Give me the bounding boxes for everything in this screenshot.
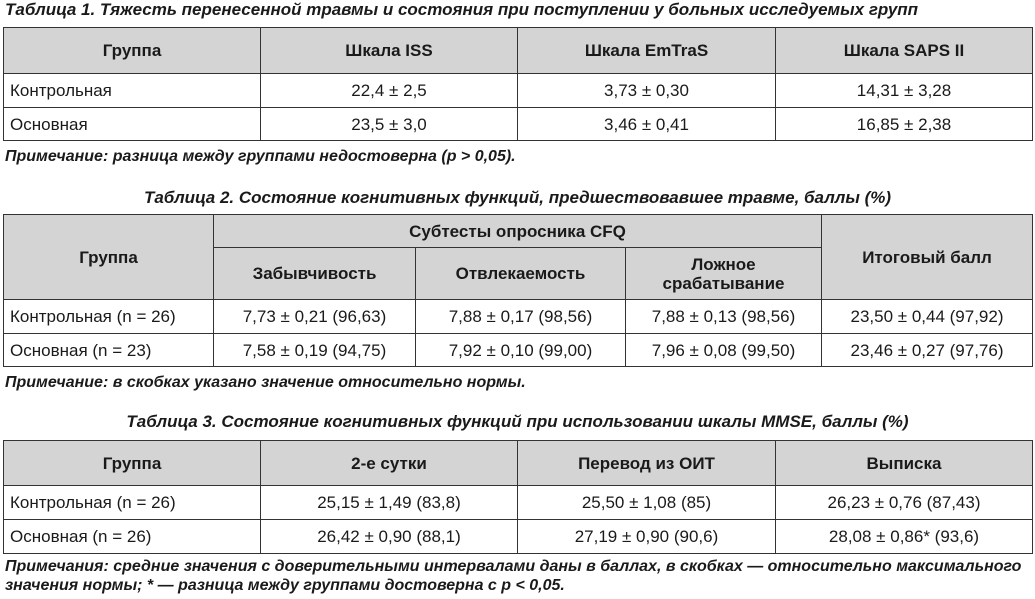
table-cell: 26,23 ± 0,76 (87,43) bbox=[776, 486, 1033, 520]
table2-note: Примечание: в скобках указано значение относительно нормы. bbox=[5, 374, 526, 391]
table-cell: 7,92 ± 0,10 (99,00) bbox=[416, 334, 626, 367]
table3-header-icu-transfer: Перевод из ОИТ bbox=[518, 441, 776, 486]
table-cell: Контрольная bbox=[4, 74, 261, 108]
table1-header-saps: Шкала SAPS II bbox=[776, 28, 1033, 74]
table-cell: 7,88 ± 0,17 (98,56) bbox=[416, 300, 626, 334]
table-cell: 28,08 ± 0,86* (93,6) bbox=[776, 520, 1033, 554]
table-cell: Основная bbox=[4, 108, 261, 141]
table-cell: 25,50 ± 1,08 (85) bbox=[518, 486, 776, 520]
table3 bbox=[3, 440, 1033, 554]
table-cell: 7,58 ± 0,19 (94,75) bbox=[214, 334, 416, 367]
table-cell: 3,46 ± 0,41 bbox=[518, 108, 776, 141]
table-row bbox=[4, 108, 1033, 141]
table3-note: Примечания: средние значения с доверительными интервалами даны в баллах, в скобках — относительно максимального значения нормы; * — разница между группами достоверна с р < 0,05. bbox=[5, 558, 1022, 594]
table1-header-row bbox=[4, 28, 1033, 74]
table-cell: 22,4 ± 2,5 bbox=[261, 74, 518, 108]
table1-caption: Таблица 1. Тяжесть перенесенной травмы и состояния при поступлении у больных исследуемых групп bbox=[5, 0, 919, 19]
table-row bbox=[4, 74, 1033, 108]
table2-caption: Таблица 2. Состояние когнитивных функций, предшествовавшее травме, баллы (%) bbox=[143, 188, 892, 207]
table2-subheader-forgetfulness: Забывчивость bbox=[214, 248, 416, 300]
table-cell: 23,46 ± 0,27 (97,76) bbox=[822, 334, 1033, 367]
table3-header-discharge: Выписка bbox=[776, 441, 1033, 486]
table-cell: 7,73 ± 0,21 (96,63) bbox=[214, 300, 416, 334]
table-cell: 16,85 ± 2,38 bbox=[776, 108, 1033, 141]
table-row bbox=[4, 334, 1033, 367]
table1 bbox=[3, 27, 1033, 141]
table-cell: 3,73 ± 0,30 bbox=[518, 74, 776, 108]
table2-subheader-false-triggering: Ложное срабатывание bbox=[626, 248, 822, 300]
table-row bbox=[4, 486, 1033, 520]
table1-note: Примечание: разница между группами недостоверна (р > 0,05). bbox=[5, 148, 516, 165]
table3-header-day2: 2-е сутки bbox=[261, 441, 518, 486]
table-cell: 27,19 ± 0,90 (90,6) bbox=[518, 520, 776, 554]
table-cell: 23,5 ± 3,0 bbox=[261, 108, 518, 141]
table-cell: 23,50 ± 0,44 (97,92) bbox=[822, 300, 1033, 334]
table2-subheader-distractibility: Отвлекаемость bbox=[416, 248, 626, 300]
table-cell: 26,42 ± 0,90 (88,1) bbox=[261, 520, 518, 554]
table-cell: 7,96 ± 0,08 (99,50) bbox=[626, 334, 822, 367]
table-cell: Контрольная (n = 26) bbox=[4, 486, 261, 520]
table-row bbox=[4, 520, 1033, 554]
table-cell: Основная (n = 23) bbox=[4, 334, 214, 367]
table3-caption: Таблица 3. Состояние когнитивных функций при использовании шкалы MMSE, баллы (%) bbox=[126, 412, 909, 431]
table-cell: 14,31 ± 3,28 bbox=[776, 74, 1033, 108]
table2-header-group: Группа bbox=[4, 215, 214, 300]
table-cell: Контрольная (n = 26) bbox=[4, 300, 214, 334]
table1-header-group: Группа bbox=[4, 28, 261, 74]
table1-header-emtras: Шкала EmTraS bbox=[518, 28, 776, 74]
table-cell: 7,88 ± 0,13 (98,56) bbox=[626, 300, 822, 334]
table2 bbox=[3, 214, 1033, 367]
table-cell: Основная (n = 26) bbox=[4, 520, 261, 554]
table-row bbox=[4, 300, 1033, 334]
table2-header-subtests: Субтесты опросника CFQ bbox=[214, 215, 822, 248]
table2-header-row bbox=[4, 215, 1033, 248]
table2-header-total: Итоговый балл bbox=[822, 215, 1033, 300]
table3-header-row bbox=[4, 441, 1033, 486]
table-cell: 25,15 ± 1,49 (83,8) bbox=[261, 486, 518, 520]
table3-header-group: Группа bbox=[4, 441, 261, 486]
table1-header-iss: Шкала ISS bbox=[261, 28, 518, 74]
